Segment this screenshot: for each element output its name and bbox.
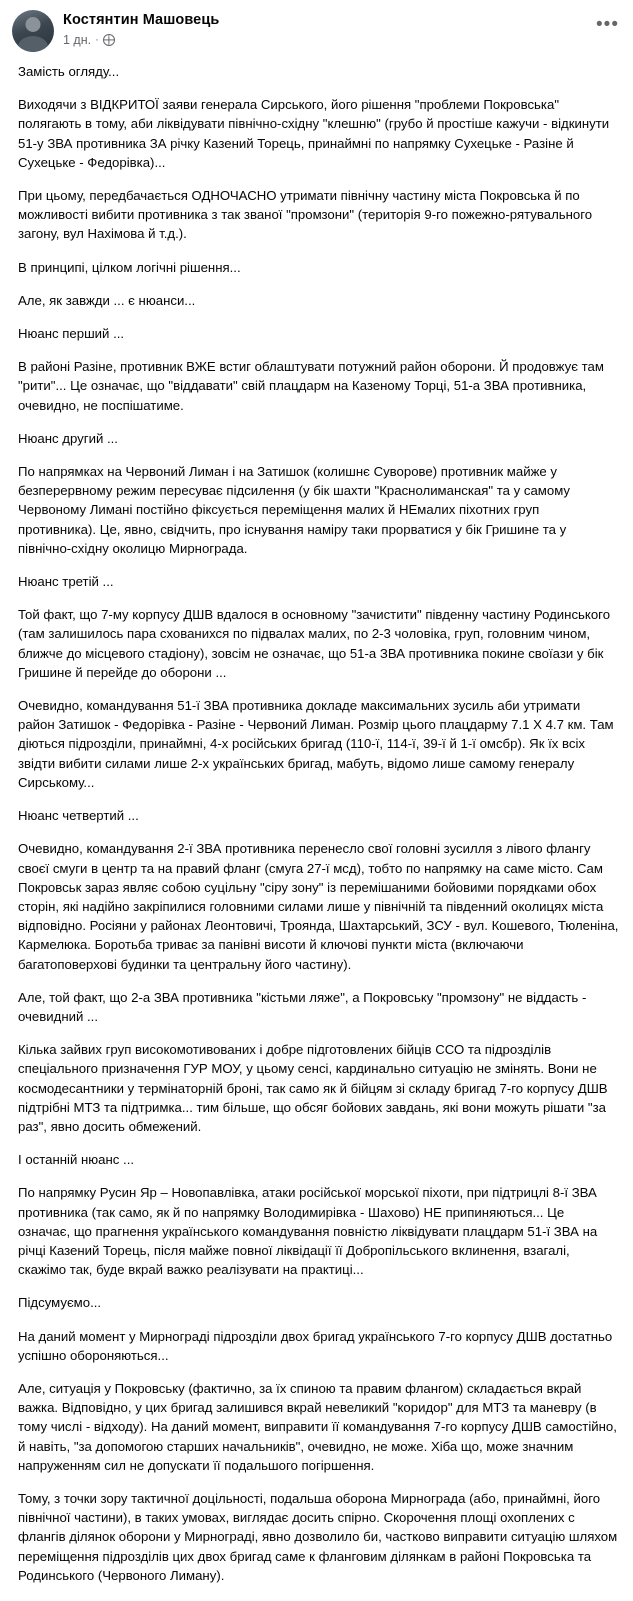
post-paragraph: І останній нюанс ... (18, 1152, 135, 1168)
post-paragraph: Але, той факт, що 2-а ЗВА противника "кістьми ляже", а Покровську "промзону" не віддасть - очевидний ... (18, 989, 587, 1024)
meta-separator: · (95, 34, 99, 46)
post-paragraph: Нюанс четвертий ... (18, 808, 139, 824)
post-paragraph: Очевидно, командування 51-ї ЗВА противника докладе максимальних зусиль аби утримати район Затишок - Федорівка - Разіне - Червоний Лиман. Розмір цього плацдарму 7.1 Х 4.7 км. Там діються підрозділи, принаймні, 4-х російських бригад (110-ї, 114-ї, 39-ї й 1-ї омсбр). Як їх всіх звідти вибити силами лише 2-х українських бригад, мабуть, відомо лише самому генералу Сирському... (18, 698, 614, 790)
author-name[interactable]: Костянтин Машовець (63, 12, 220, 28)
post-paragraph: В принципі, цілком логічні рішення... (18, 259, 241, 275)
avatar[interactable] (12, 10, 54, 52)
post-meta (63, 32, 219, 48)
post-paragraph: Нюанс третій ... (18, 574, 114, 590)
post-paragraph: В районі Разіне, противник ВЖЕ встиг облаштувати потужний район оборони. Й продовжує там "рити"... Це означає, що "віддавати" свій плацдарм на Казеному Торці, 51-а ЗВА противника, очевидно, не поспішатиме. (18, 359, 604, 413)
post-paragraph: Замість огляду... (18, 64, 120, 79)
post-paragraph: Нюанс другий ... (18, 430, 118, 446)
post-paragraph: Але, ситуація у Покровську (фактично, за їх спиною та правим флангом) складається вкрай важка. Відповідно, у цих бригад залишився вкрай невеликий "коридор" для МТЗ та маневру (в тому числі - відходу). На даний момент, виправити її командування 7-го корпусу ДШВ самостійно, й навіть, "за допомогою старших начальників", очевидно, не може. Хіба що, може значним напруженням сил не допускати її подальшого погіршення. (18, 1380, 617, 1473)
post-paragraph: Очевидно, командування 2-ї ЗВА противника перенесло свої головні зусилля з лівого флангу своєї смуги в центр та на правий фланг (смуга 27-ї мсд), тобто по напрямку на саме місто. Сам Покровськ зараз являє собою суцільну "сіру зону" із перемішаними бойовими порядками обох сторін, які надійно закріпилися головними силами лише у північній та південний околицях міста відповідно. Росіяни у районах Леонтовичі, Троянда, Шахтарський, ЗСУ - вул. Кошевого, Тюленіна, Кармелюка. Боротьба триває за панівні висоти й ключові пункти міста (включаючи багатоповерхові будинки та центральну його частину). (18, 841, 619, 972)
post-paragraph: Виходячи з ВІДКРИТОЇ заяви генерала Сирського, його рішення "проблеми Покровська" полягають в тому, аби ліквідувати північно-східну "клешню" (грубо й простіше кажучи - відкинути 51-у ЗВА противника ЗА річку Казений Торець, принаймні по напрямку Сухецьке - Разіне й Сухецьке - Федорівка)... (18, 97, 610, 170)
post-paragraph: По напрямках на Червоний Лиман і на Затишок (колишнє Суворове) противник майже у безперервному режим пересуває підсилення (у бік шахти "Краснолиманская" та у самому Червоному Лимані постійно фіксується переміщення малих й НЕмалих піхотних груп противника). Це, явно, свідчить, про існування наміру таки прорватися у бік Гришине та у північно-східну околицю Мирнограда. (18, 464, 571, 556)
post-timestamp[interactable]: 1 дн. (63, 33, 92, 47)
post-author-block (63, 10, 219, 48)
post-paragraph: Тому, з точки зору тактичної доцільності, подальша оборона Мирнограда (або, принаймні, його північної частини), в таких умовах, виглядає досить спірно. Скорочення площі охоплених с флангів ділянок оборони у Мирнограді, явно дозволило би, частково виправити ситуацію шляхом переміщення підрозділів цих двох бригад саме к фланговим ділянкам в районі Покровська та Родинського (Червоного Лиману). (18, 1490, 618, 1583)
post-paragraph: По напрямку Русин Яр – Новопавлівка, атаки російської морської піхоти, при підтрицлі 8-ї ЗВА противника (так само, як й по напрямку Володимирівка - Шахово) НЕ припиняються... Це означає, що прагнення українського командування повністю ліквідувати плацдарм 51-ї ЗВА на річці Казений Торець, після майже повної ліквідації її Добропільського вклинення, взагалі, скажімо так, буде вкрай важко реалізувати на практиці... (18, 1185, 598, 1278)
more-options-icon[interactable]: ••• (596, 14, 619, 35)
globe-icon[interactable] (103, 34, 115, 46)
post-body (0, 56, 633, 1601)
post-paragraph: Підсумуємо... (18, 1295, 102, 1311)
post-header (0, 0, 633, 56)
post-paragraph: Нюанс перший ... (18, 326, 125, 342)
post-paragraph: Але, як завжди ... є нюанси... (18, 292, 196, 308)
post-paragraph: На даний момент у Мирнограді підрозділи двох бригад українського 7-го корпусу ДШВ достатньо успішно обороняються... (18, 1328, 613, 1363)
post-paragraph: Кілька зайвих груп високомотивованих і добре підготовлених бійців ССО та підрозділів спеціального призначення ГУР МОУ, у цьому сенсі, кардинально ситуацію не змінять. Вони не космодесантники у термінаторній броні, так само як й бійцям зі складу бригад 7-го корпусу ДШВ підтрібні МТЗ та підтримка... тим більше, що обсяг бойових завдань, які вони можуть рішати "за раз", явно досить обмежений. (18, 1042, 608, 1134)
post-paragraph: Той факт, що 7-му корпусу ДШВ вдалося в основному "зачистити" південну частину Родинського (там залишилось пара схованихся по підвалах малих, по 2-3 чоловіка, груп, головним чином, ближче до місцевого стадіону), зовсім не означає, що 51-а ЗВА противника покине своїази у бік Гришине й перейде до оборони ... (18, 607, 611, 680)
post-paragraph: При цьому, передбачається ОДНОЧАСНО утримати північну частину міста Покровська й по можливості вибити противника з так званої "промзони" (територія 9-го пожежно-рятувального загону, вул Нахімова й т.д.). (18, 188, 593, 242)
